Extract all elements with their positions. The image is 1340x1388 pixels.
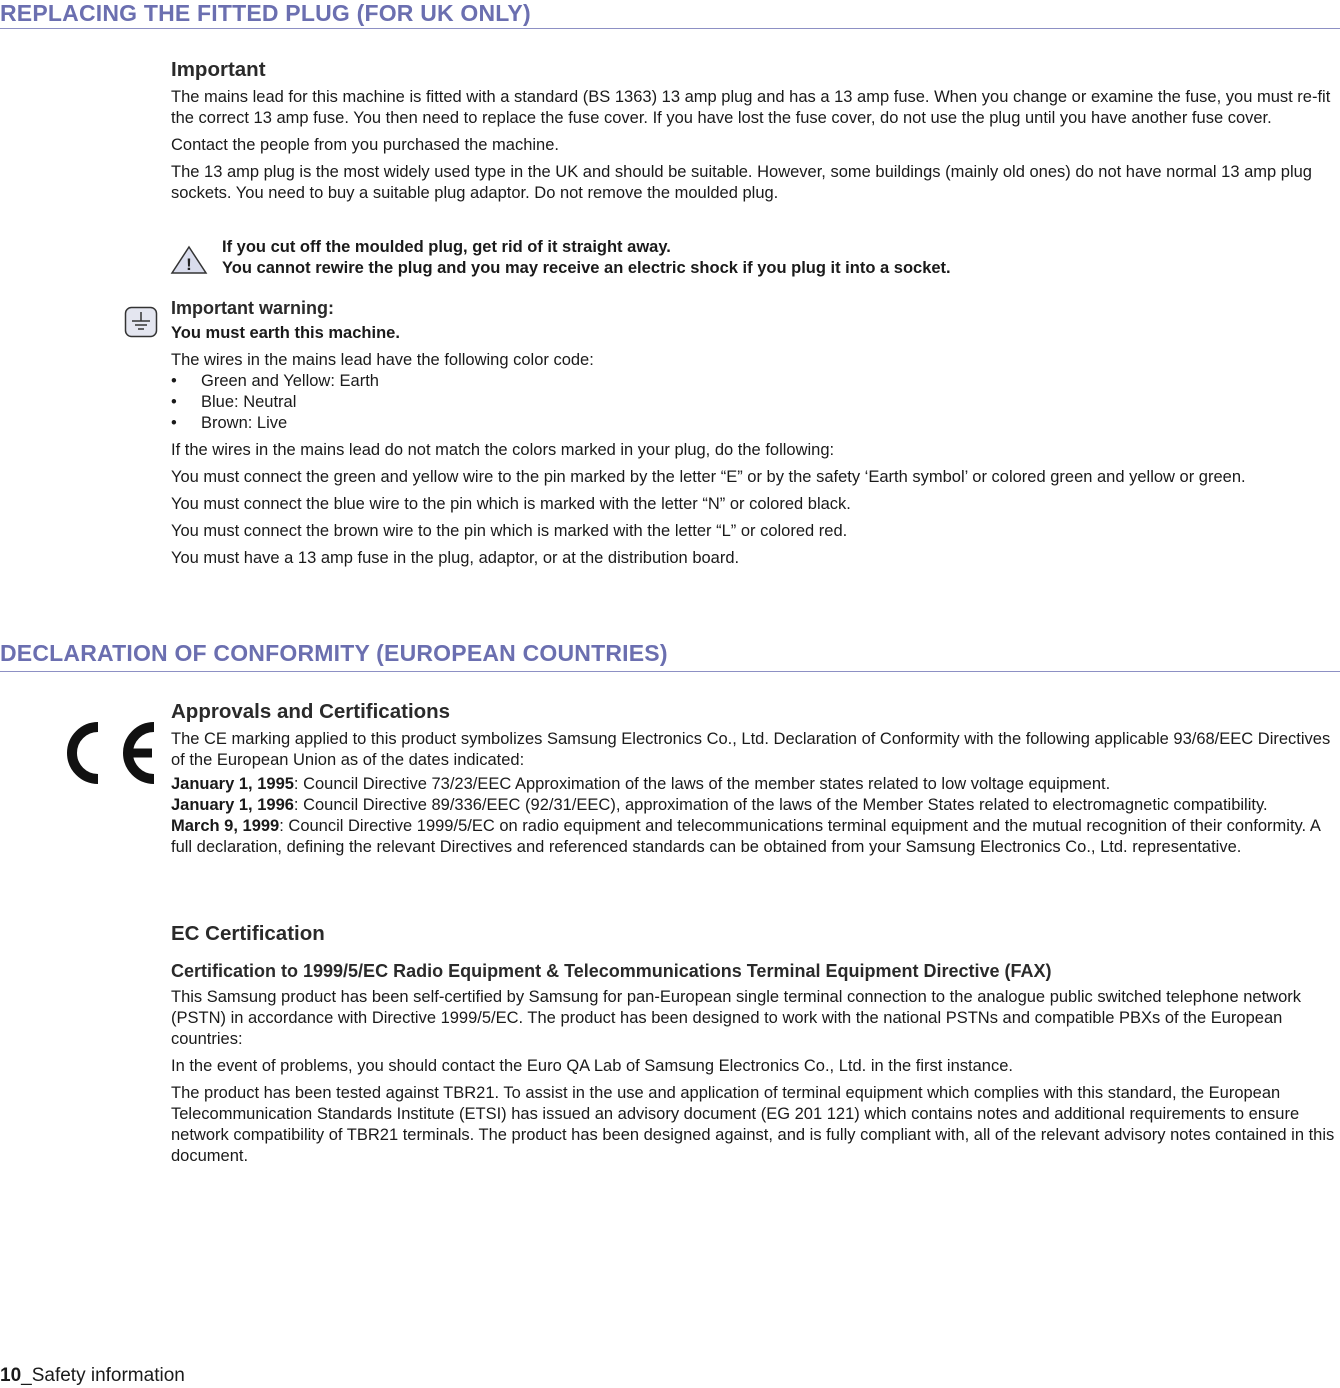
- list-item: • Blue: Neutral: [171, 393, 297, 411]
- footer-label: _Safety information: [21, 1365, 185, 1386]
- caution-line: If you cut off the moulded plug, get rid of it straight away.: [222, 238, 671, 256]
- important-heading: Important: [171, 58, 266, 81]
- paragraph: The product has been tested against TBR21. To assist in the use and application of terminal equipment which complies with this standard, the European Telecommunication Standards Institute (ETSI) has issued an advisory document (EG 201 121) which contains notes and additional requirements to ensure network compatibility of TBR21 terminals. The product has been designed against, and is fully compliant with, all of the relevant advisory notes contained in this document.: [171, 1084, 1335, 1165]
- section-divider: [0, 28, 1340, 29]
- paragraph: You must connect the brown wire to the pin which is marked with the letter “L” or colored red.: [171, 522, 848, 540]
- paragraph: Contact the people from you purchased the machine.: [171, 136, 559, 154]
- svg-text:!: !: [186, 255, 192, 274]
- section-title-uk-plug: REPLACING THE FITTED PLUG (FOR UK ONLY): [0, 0, 531, 26]
- directive-entry: March 9, 1999: Council Directive 1999/5/EC on radio equipment and telecommunications terminal equipment and the mutual recognition of their conformity. A full declaration, defining the relevant Directives and referenced standards can be obtained from your Samsung Electronics Co., Ltd. representative.: [171, 817, 1320, 856]
- bullet: •: [171, 414, 177, 432]
- bullet: •: [171, 372, 177, 390]
- wire-color-list: [171, 371, 1336, 434]
- paragraph: If the wires in the mains lead do not match the colors marked in your plug, do the following:: [171, 441, 835, 459]
- ce-mark-icon: [54, 718, 158, 788]
- earth-instruction: You must earth this machine.: [171, 324, 400, 342]
- color-code-intro: The wires in the mains lead have the following color code:: [171, 351, 594, 369]
- section-title-declaration: DECLARATION OF CONFORMITY (EUROPEAN COUNTRIES): [0, 640, 668, 666]
- approvals-heading: Approvals and Certifications: [171, 700, 451, 723]
- paragraph: The 13 amp plug is the most widely used type in the UK and should be suitable. However, some buildings (mainly old ones) do not have normal 13 amp plug sockets. You need to buy a suitable plug adaptor. Do not remove the moulded plug.: [171, 163, 1312, 202]
- paragraph: You must connect the green and yellow wire to the pin marked by the letter “E” or by the safety ‘Earth symbol’ or colored green and yellow or green.: [171, 468, 1246, 486]
- paragraph: The mains lead for this machine is fitted with a standard (BS 1363) 13 amp plug and has a 13 amp fuse. When you change or examine the fuse, you must re-fit the correct 13 amp fuse. You then need to replace the fuse cover. If you have lost the fuse cover, do not use the plug until you have another fuse cover.: [171, 88, 1331, 127]
- page-footer: [0, 1364, 185, 1388]
- earth-warning-block: [171, 296, 1336, 569]
- warning-triangle-icon: [170, 245, 208, 275]
- paragraph: This Samsung product has been self-certified by Samsung for pan-European single terminal connection to the analogue public switched telephone network (PSTN) in accordance with Directive 1999/5/EC. The product has been designed to work with the national PSTNs and compatible PBXs of the European countries:: [171, 988, 1302, 1048]
- bullet: •: [171, 393, 177, 411]
- paragraph: You must connect the blue wire to the pin which is marked with the letter “N” or colored black.: [171, 495, 851, 513]
- ec-certification-heading: EC Certification: [171, 922, 325, 945]
- approvals-block: [171, 699, 1336, 858]
- important-warning-heading: Important warning:: [171, 298, 334, 318]
- caution-note: [222, 237, 1336, 279]
- ec-certification-block: [171, 921, 1336, 1167]
- directive-entry: January 1, 1996: Council Directive 89/336/EEC (92/31/EEC), approximation of the laws of the Member States related to electromagnetic compatibility.: [171, 796, 1268, 814]
- paragraph: In the event of problems, you should contact the Euro QA Lab of Samsung Electronics Co., Ltd. in the first instance.: [171, 1057, 1013, 1075]
- uk-plug-important-block: [171, 57, 1336, 204]
- list-item: • Brown: Live: [171, 414, 288, 432]
- directive-entry: January 1, 1995: Council Directive 73/23/EEC Approximation of the laws of the member states related to low voltage equipment.: [171, 775, 1111, 793]
- list-item: • Green and Yellow: Earth: [171, 372, 379, 390]
- paragraph: The CE marking applied to this product symbolizes Samsung Electronics Co., Ltd. Declaration of Conformity with the following applicable 93/68/EEC Directives of the European Union as of the dates indicated:: [171, 730, 1331, 769]
- ec-certification-subheading: Certification to 1999/5/EC Radio Equipment & Telecommunications Terminal Equipment Directive (FAX): [171, 961, 1052, 981]
- caution-line: You cannot rewire the plug and you may receive an electric shock if you plug it into a socket.: [222, 259, 951, 277]
- section-divider: [0, 671, 1340, 672]
- earth-ground-icon: [124, 306, 158, 338]
- page-number: 10: [0, 1365, 22, 1386]
- paragraph: You must have a 13 amp fuse in the plug, adaptor, or at the distribution board.: [171, 549, 740, 567]
